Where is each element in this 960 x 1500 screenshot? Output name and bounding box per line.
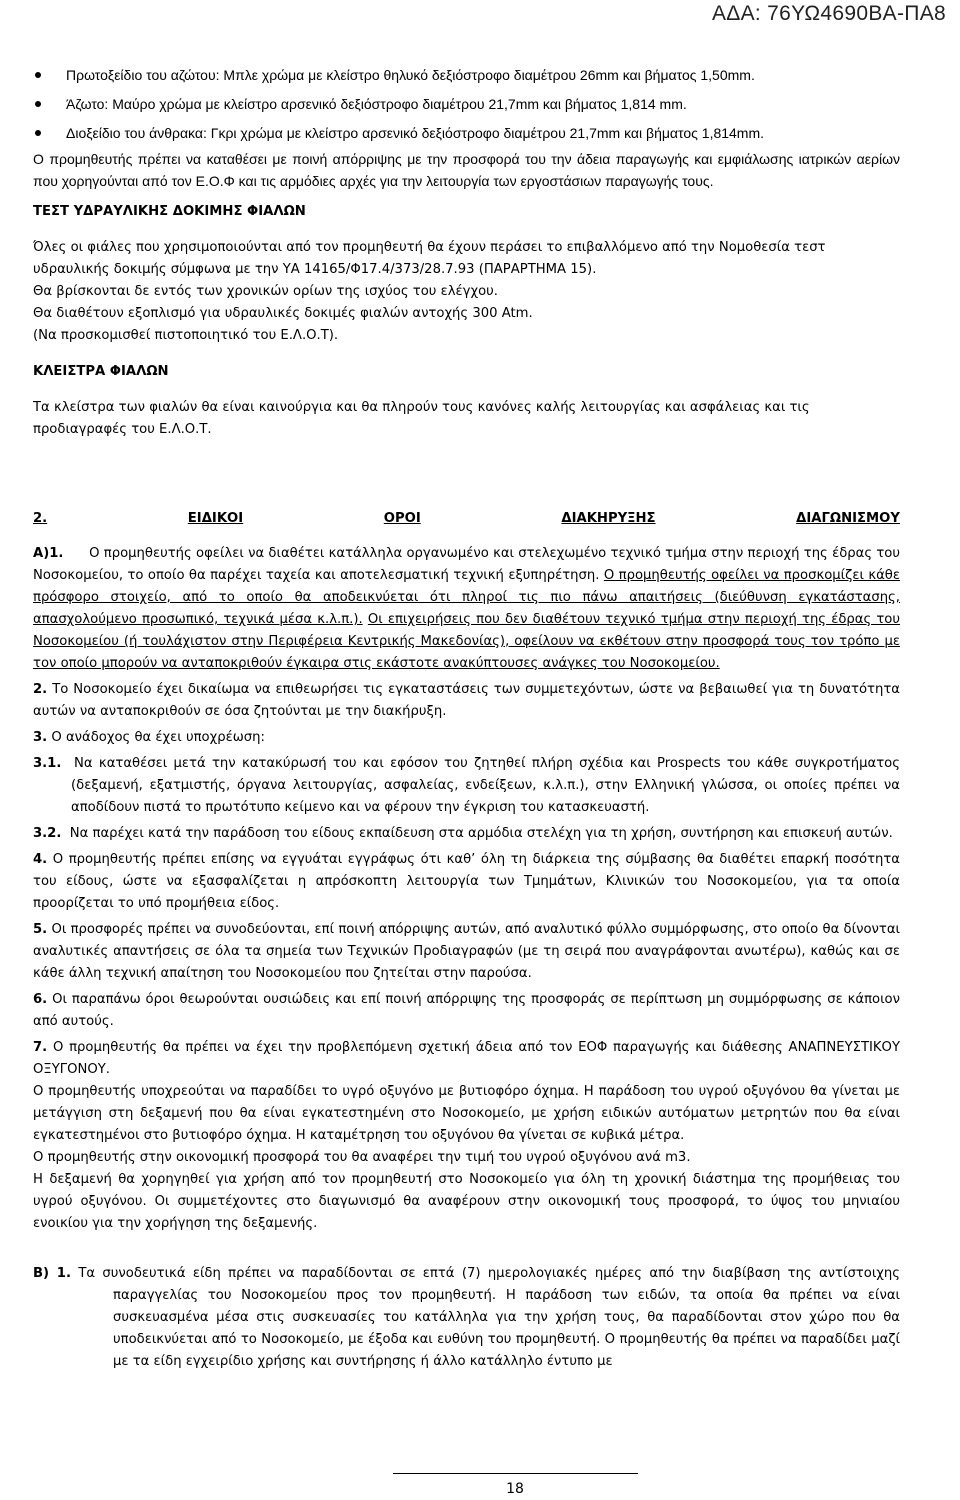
term-number: 3.2.: [33, 826, 62, 841]
test-line: Όλες οι φιάλες που χρησιμοποιούνται από τον προμηθευτή θα έχουν περάσει το επιβαλλόμενο από την Νομοθεσία τεστ υδραυλικής δοκιμής σύμφωνα με την ΥΑ 14165/Φ17.4/373/28.7.93 (ΠΑΡΑΡΤΗΜΑ 15).: [33, 240, 826, 277]
term-7: [33, 1037, 900, 1081]
term-2: [33, 679, 900, 723]
term-number: 6.: [33, 992, 48, 1007]
test-heading: ΤΕΣΤ ΥΔΡΑΥΛΙΚΗΣ ΔΟΚΙΜΗΣ ΦΙΑΛΩΝ: [33, 204, 306, 219]
term-number: 5.: [33, 922, 48, 937]
page-number: 18: [506, 1481, 524, 1497]
term-text: Να καταθέσει μετά την κατακύρωσή του και εφόσον του ζητηθεί πλήρη σχέδια και Prospects του κάθε συγκροτήματος (δεξαμενή, εξατμιστής, όργανα λειτουργίας, ασφαλείας, ενδείξεων, κ.λ.π.), στην Ελληνική γλώσσα, οι οποίες πρέπει να αποδίδουν πιστά το πρωτότυπο κείμενο και να φέρουν την έγκριση του κατασκευαστή.: [71, 756, 900, 815]
term-text: Ο προμηθευτής οφείλει να διαθέτει κατάλληλα οργανωμένο και στελεχωμένο τεχνικό τμήμα στην περιοχή της έδρας του Νοσοκομείου, το οποίο θα παρέχει ταχεία και αποτελεσματική τεχνική εξυπηρέτηση.: [33, 546, 900, 583]
term-text: Τα συνοδευτικά είδη πρέπει να παραδίδονται σε επτά (7) ημερολογιακές ημέρες από την διαβίβαση της αντίστοιχης παραγγελίας του Νοσοκομείου προς τον προμηθευτή. Η παράδοση των ειδών, τα οποία θα πρέπει να είναι συσκευασμένα μέσα στις συσκευασίες του κατάλληλα για την χρήση τους, θα παραδίδονται στον χώρο που θα υποδεικνύεται από το Νοσοκομείο, με έξοδα και ευθύνη του προμηθευτή. Ο προμηθευτής θα πρέπει να παραδίδει μαζί με τα είδη εγχειρίδιο χρήσης και συντήρησης ή άλλο κατάλληλο έντυπο με: [78, 1266, 900, 1369]
section-number: 2.: [33, 511, 48, 526]
section-word: ΕΙΔΙΚΟΙ: [187, 511, 244, 526]
term-number: 3.: [33, 730, 48, 745]
term-text: Ο προμηθευτής πρέπει επίσης να εγγυάται εγγράφως ότι καθ’ όλη τη διάρκεια της σύμβασης θα διαθέτει επαρκή ποσότητα του είδους, ώστε να εξασφαλίζεται η απρόσκοπτη λειτουργία των Τμημάτων, Κλινικών του Νοσοκομείου, για τα οποία προορίζεται το υπό προμήθεια είδος.: [33, 852, 900, 911]
term-number: 2.: [33, 682, 48, 697]
term-text: Να παρέχει κατά την παράδοση του είδους εκπαίδευση στα αρμόδια στελέχη για τη χρήση, συντήρηση και επισκευή αυτών.: [69, 826, 893, 841]
list-item: Άζωτο: Μαύρο χρώμα με κλείστρο αρσενικό δεξιόστροφο διαμέτρου 21,7mm και βήματος 1,814 mm.: [33, 93, 900, 122]
test-line: (Να προσκομισθεί πιστοποιητικό του Ε.Λ.Ο.Τ).: [33, 328, 339, 343]
list-item: Διοξείδιο του άνθρακα: Γκρι χρώμα με κλείστρο αρσενικό δεξιόστροφο διαμέτρου 21,7mm και βήματος 1,814mm.: [33, 122, 900, 151]
ada-code: ΑΔΑ: 76ΥΩ4690ΒΑ-ΠΑ8: [711, 2, 946, 25]
term-text: Οι προσφορές πρέπει να συνοδεύονται, επί ποινή απόρριψης αυτών, από αναλυτικό φύλλο συμμόρφωσης, στο οποίο θα δίνονται αναλυτικές απαντήσεις σε όλα τα σημεία των Τεχνικών Προδιαγραφών (με τη σειρά που αναγράφονται ανωτέρω), καθώς και σε κάθε άλλη τεχνική απαίτηση του Νοσοκομείου που ζητείται στην παρούσα.: [33, 922, 900, 981]
valves-paragraph: Τα κλείστρα των φιαλών θα είναι καινούργια και θα πληρούν τους κανόνες καλής λειτουργίας και ασφάλειας και τις προδιαγραφές του Ε.Λ.Ο.Τ.: [33, 400, 810, 437]
term-5: [33, 919, 900, 985]
term-3: [33, 727, 900, 749]
section-word: ΟΡΟΙ: [383, 511, 421, 526]
term-number: 7.: [33, 1040, 48, 1055]
oxygen-delivery-paragraph: Ο προμηθευτής υποχρεούται να παραδίδει το υγρό οξυγόνο με βυτιοφόρο όχημα. Η παράδοση του υγρού οξυγόνου θα γίνεται με μετάγγιση στη δεξαμενή που θα είναι εγκατεστημένη στο Νοσοκομείο, με χρήση ειδικών αυτόματων μετρητών που θα είναι εγκατεστημένοι στο βυτιοφόρο όχημα. Η καταμέτρηση του οξυγόνου θα γίνεται σε κυβικά μέτρα.: [33, 1084, 900, 1143]
term-b1: [33, 1263, 900, 1373]
section-word: ΔΙΑΚΗΡΥΞΗΣ: [561, 511, 656, 526]
term-text: Ο προμηθευτής θα πρέπει να έχει την προβλεπόμενη σχετική άδεια από τον ΕΟΦ παραγωγής και διάθεσης ΑΝΑΠΝΕΥΣΤΙΚΟΥ ΟΞΥΓΟΝΟΥ.: [33, 1040, 900, 1077]
term-6: [33, 989, 900, 1033]
gas-color-list: [33, 64, 900, 151]
valves-heading: ΚΛΕΙΣΤΡΑ ΦΙΑΛΩΝ: [33, 364, 169, 379]
term-4: [33, 849, 900, 915]
term-underlined: Οι επιχειρήσεις που δεν διαθέτουν τεχνικό τμήμα στην περιοχή της έδρας του Νοσοκομείου (ή τουλάχιστον στην Περιφέρεια Κεντρικής Μακεδονίας), οφείλουν να εκθέτουν στην προσφορά τους τον τρόπο με τον οποίο μπορούν να ανταποκριθούν έγκαιρα στις εκάστοτε ανακύπτουσες ανάγκες του Νοσοκομείου.: [33, 612, 900, 671]
term-a1: [33, 543, 900, 675]
section-2-title: [33, 508, 900, 530]
term-3-2: [33, 823, 900, 845]
term-label: Α)1.: [33, 546, 64, 561]
term-3-1: [33, 753, 900, 819]
term-number: 4.: [33, 852, 48, 867]
list-item: Πρωτοξείδιο του αζώτου: Μπλε χρώμα με κλείστρο θηλυκό δεξιόστροφο διαμέτρου 26mm και βήματος 1,50mm.: [33, 64, 900, 93]
term-text: Οι παραπάνω όροι θεωρούνται ουσιώδεις και επί ποινή απόρριψης της προσφοράς σε περίπτωση μη συμμόρφωσης σε κάποιον από αυτούς.: [33, 992, 900, 1029]
supplier-license-paragraph: Ο προμηθευτής πρέπει να καταθέσει με ποινή απόρριψης με την προσφορά του την άδεια παραγωγής και εμφιάλωσης ιατρικών αερίων που χορηγούνται από τον Ε.Ο.Φ και τις αρμόδιες αρχές για την λειτουργία των εργοστάσιων παραγωγής τους.: [33, 151, 900, 189]
term-number: 3.1.: [33, 756, 62, 771]
test-line: Θα βρίσκονται δε εντός των χρονικών ορίων της ισχύος του ελέγχου.: [33, 284, 498, 299]
oxygen-price-paragraph: Ο προμηθευτής στην οικονομική προσφορά του θα αναφέρει την τιμή του υγρού οξυγόνου ανά m3.: [33, 1150, 691, 1165]
test-line: Θα διαθέτουν εξοπλισμό για υδραυλικές δοκιμές φιαλών αντοχής 300 Atm.: [33, 306, 533, 321]
term-text: Το Νοσοκομείο έχει δικαίωμα να επιθεωρήσει τις εγκαταστάσεις των συμμετεχόντων, ώστε να βεβαιωθεί για τη δυνατότητα αυτών να ανταποκριθούν σε όσα ζητούνται με την διακήρυξη.: [33, 682, 900, 719]
oxygen-tank-paragraph: Η δεξαμενή θα χορηγηθεί για χρήση από τον προμηθευτή στο Νοσοκομείο για όλη τη χρονική διάστημα της προμήθειας του υγρού οξυγόνου. Οι συμμετέχοντες στο διαγωνισμό θα αναφέρουν στην οικονομική τους προσφορά, το ύψος του μηνιαίου ενοικίου για την χορήγηση της δεξαμενής.: [33, 1172, 900, 1231]
term-underlined: Ο προμηθευτής οφείλει να προσκομίζει κάθε πρόσφορο στοιχείο, από το οποίο θα αποδεικνύεται ότι πληροί τις πιο πάνω απαιτήσεις (διεύθυνση εγκατάστασης, απασχολούμενο προσωπικό, τεχνικά μέσα κ.λ.π.).: [33, 568, 900, 627]
section-word: ΔΙΑΓΩΝΙΣΜΟΥ: [796, 511, 900, 526]
term-label: Β) 1.: [33, 1266, 71, 1281]
term-text: Ο ανάδοχος θα έχει υποχρέωση:: [51, 730, 265, 745]
footer-divider: [393, 1473, 638, 1474]
document-body: [33, 64, 900, 1373]
test-section: [33, 237, 900, 347]
